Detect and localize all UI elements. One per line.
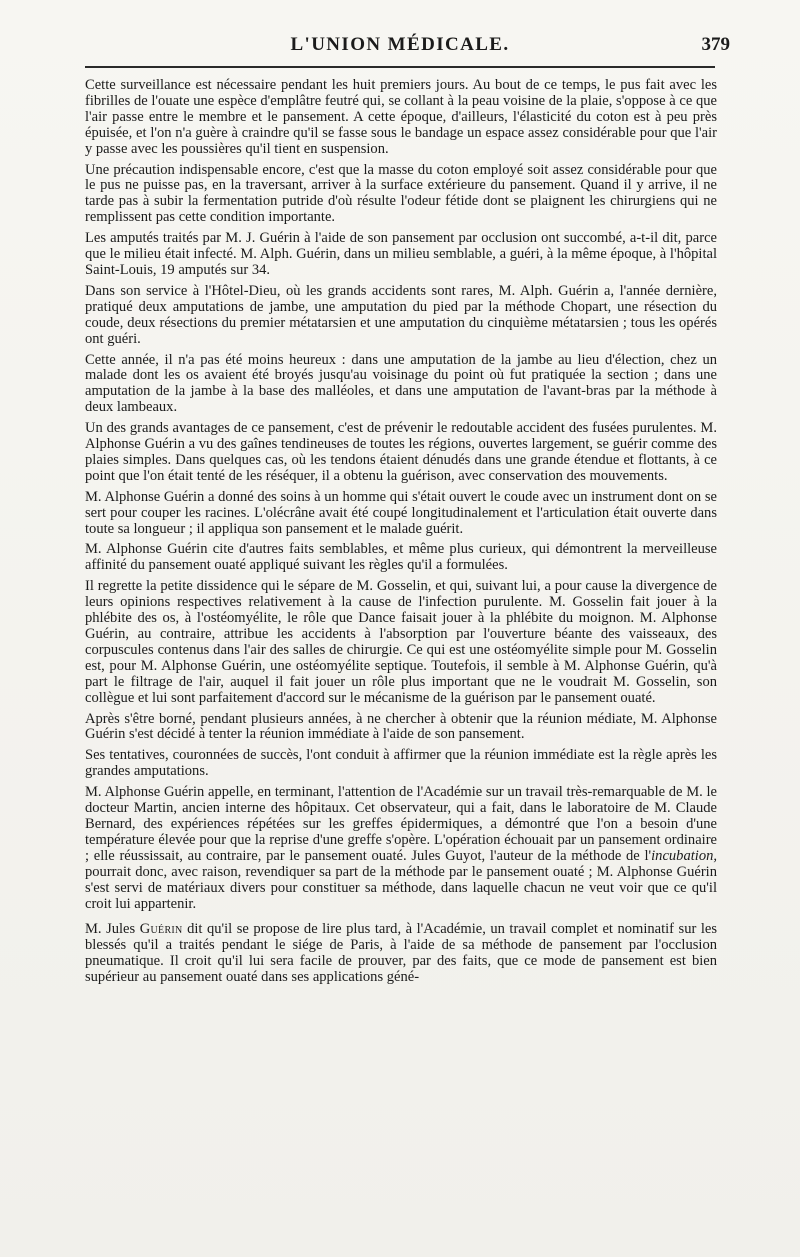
paragraph: Il regrette la petite dissidence qui le sépare de M. Gosselin, et qui, suivant lui, a pour cause la divergence de leurs opinions respectives relativement à la cause de l'infection purulente. M. Gosselin fait jouer à la phlébite des os, à l'ostéomyélite, le rôle que Dance faisait jouer à la phlébite du moignon. M. Alphonse Guérin, au contraire, attribue les accidents à l'absorption par l'ouverture béante des vaisseaux, des corpuscules contenus dans l'air des salles de chirurgie. Ce qui est une ostéomyélite simple pour M. Gosselin est, pour M. Alphonse Guérin, une ostéomyélite septique. Toutefois, il semble à M. Alphonse Guérin, qu'à part le filtrage de l'air, auquel il fait jouer un rôle plus important que ne le voudrait M. Gosselin, son collègue et lui sont parfaitement d'accord sur le mécanisme de la guérison par le pansement ouaté. (85, 578, 717, 706)
paragraph: M. Alphonse Guérin cite d'autres faits semblables, et même plus curieux, qui démontrent la merveilleuse affinité du pansement ouaté appliqué suivant les règles qu'il a formulées. (85, 541, 717, 574)
speaker-name: Guérin (139, 921, 183, 938)
paragraph-text: pourrait donc, avec raison, revendiquer sa part de la méthode par le pansement ouaté ; M. Alphonse Guérin s'est servi de matériaux divers pour constituer sa méthode, dans laquelle chacun ne veut voir que ce qu'il croit lui appartenir. (85, 863, 717, 912)
paragraph: Cette année, il n'a pas été moins heureux : dans une amputation de la jambe au lieu d'élection, chez un malade dont les os avaient été broyés jusqu'au voisinage du point où fut pratiquée la section ; dans une amputation de la jambe à la base des malléoles, et dans une amputation de l'avant-bras par la méthode à deux lambeaux. (85, 351, 717, 416)
journal-title: L'UNION MÉDICALE. (290, 34, 510, 55)
paragraph: M. Alphonse Guérin a donné des soins à un homme qui s'était ouvert le coude avec un instrument dont on se sert pour couper les racines. L'olécrâne avait été coupé longitudinalement et l'articulation était ouverte dans toute sa longueur ; il appliqua son pansement et le malade guérit. (85, 488, 717, 537)
paragraph: Ses tentatives, couronnées de succès, l'ont conduit à affirmer que la réunion immédiate est la règle après les grandes amputations. (85, 747, 717, 780)
paragraph-text: M. Alphonse Guérin appelle, en terminant, l'attention de l'Académie sur un travail très-remarquable de M. le docteur Martin, ancien interne des hôpitaux. Cet observateur, qui a fait, dans le laboratoire de M. Claude Bernard, des expériences répétées sur les greffes épidermiques, a démontré que l'on a besoin d'une température élevée pour que la reprise d'une greffe s'opère. L'opération échouait par un pansement ordinaire ; elle réussissait, au contraire, par le pansement ouaté. Jules Guyot, l'auteur de la méthode de l' (85, 784, 717, 864)
paragraph-text: dit qu'il se propose de lire plus tard, à l'Académie, un travail complet et nominatif sur les blessés qu'il a traités pendant le siége de Paris, à l'aide de sa méthode de pansement par l'occlusion pneumatique. Il croit qu'il lui sera facile de prouver, par des faits, que ce mode de pansement est bien supérieur au pansement ouaté dans ses applications géné- (85, 921, 717, 986)
paragraph: Une précaution indispensable encore, c'est que la masse du coton employé soit assez considérable pour que le pus ne puisse pas, en la traversant, arriver à la surface extérieure du pansement. Quand il y arrive, il ne tarde pas à subir la fermentation putride d'où résulte l'odeur fétide dont se plaignent les chirurgiens qui ne remplissent pas cette condition importante. (85, 161, 717, 226)
paragraph: Après s'être borné, pendant plusieurs années, à ne chercher à obtenir que la réunion médiate, M. Alphonse Guérin s'est décidé à tenter la réunion immédiate à l'aide de son pansement. (85, 710, 717, 743)
italic-term: incubation, (651, 847, 717, 864)
header-rule (85, 66, 715, 68)
paragraph: Cette surveillance est nécessaire pendant les huit premiers jours. Au bout de ce temps, le pus fait avec les fibrilles de l'ouate une espèce d'emplâtre feutré qui, se collant à la peau voisine de la plaie, s'oppose à ce que l'air passe entre le membre et le pansement. A cette époque, d'ailleurs, l'élasticité du coton est à peu près épuisée, et l'on n'a guère à craindre qu'il se fasse sous le bandage un espace assez considérable pour que l'air y passe avec les poussières qu'il tient en suspension. (85, 77, 717, 157)
paragraph (85, 785, 717, 912)
page-number: 379 (701, 34, 730, 55)
paragraph (85, 922, 717, 986)
paragraph-text: M. Jules (85, 921, 140, 938)
paragraph: Dans son service à l'Hôtel-Dieu, où les grands accidents sont rares, M. Alph. Guérin a, l'année dernière, pratiqué deux amputations de jambe, une amputation du pied par la méthode Chopart, une résection du coude, deux résections du premier métatarsien et une amputation du cinquième métatarsien ; tous les opérés ont guéri. (85, 282, 717, 347)
paragraph: Les amputés traités par M. J. Guérin à l'aide de son pansement par occlusion ont succombé, a-t-il dit, parce que le milieu était infecté. M. Alph. Guérin, dans un milieu semblable, a guéri, à la même époque, à l'hôpital Saint-Louis, 19 amputés sur 34. (85, 230, 717, 278)
paragraph: Un des grands avantages de ce pansement, c'est de prévenir le redoutable accident des fusées purulentes. M. Alphonse Guérin a vu des gaînes tendineuses de toutes les régions, ouvertes largement, se guérir comme des plaies simples. Dans quelques cas, où les tendons étaient dénudés dans une grande étendue et flottants, à ce point que l'on était tenté de les réséquer, il a obtenu la guérison, avec conservation des mouvements. (85, 420, 717, 484)
running-head (80, 30, 730, 62)
article-body (85, 78, 717, 991)
